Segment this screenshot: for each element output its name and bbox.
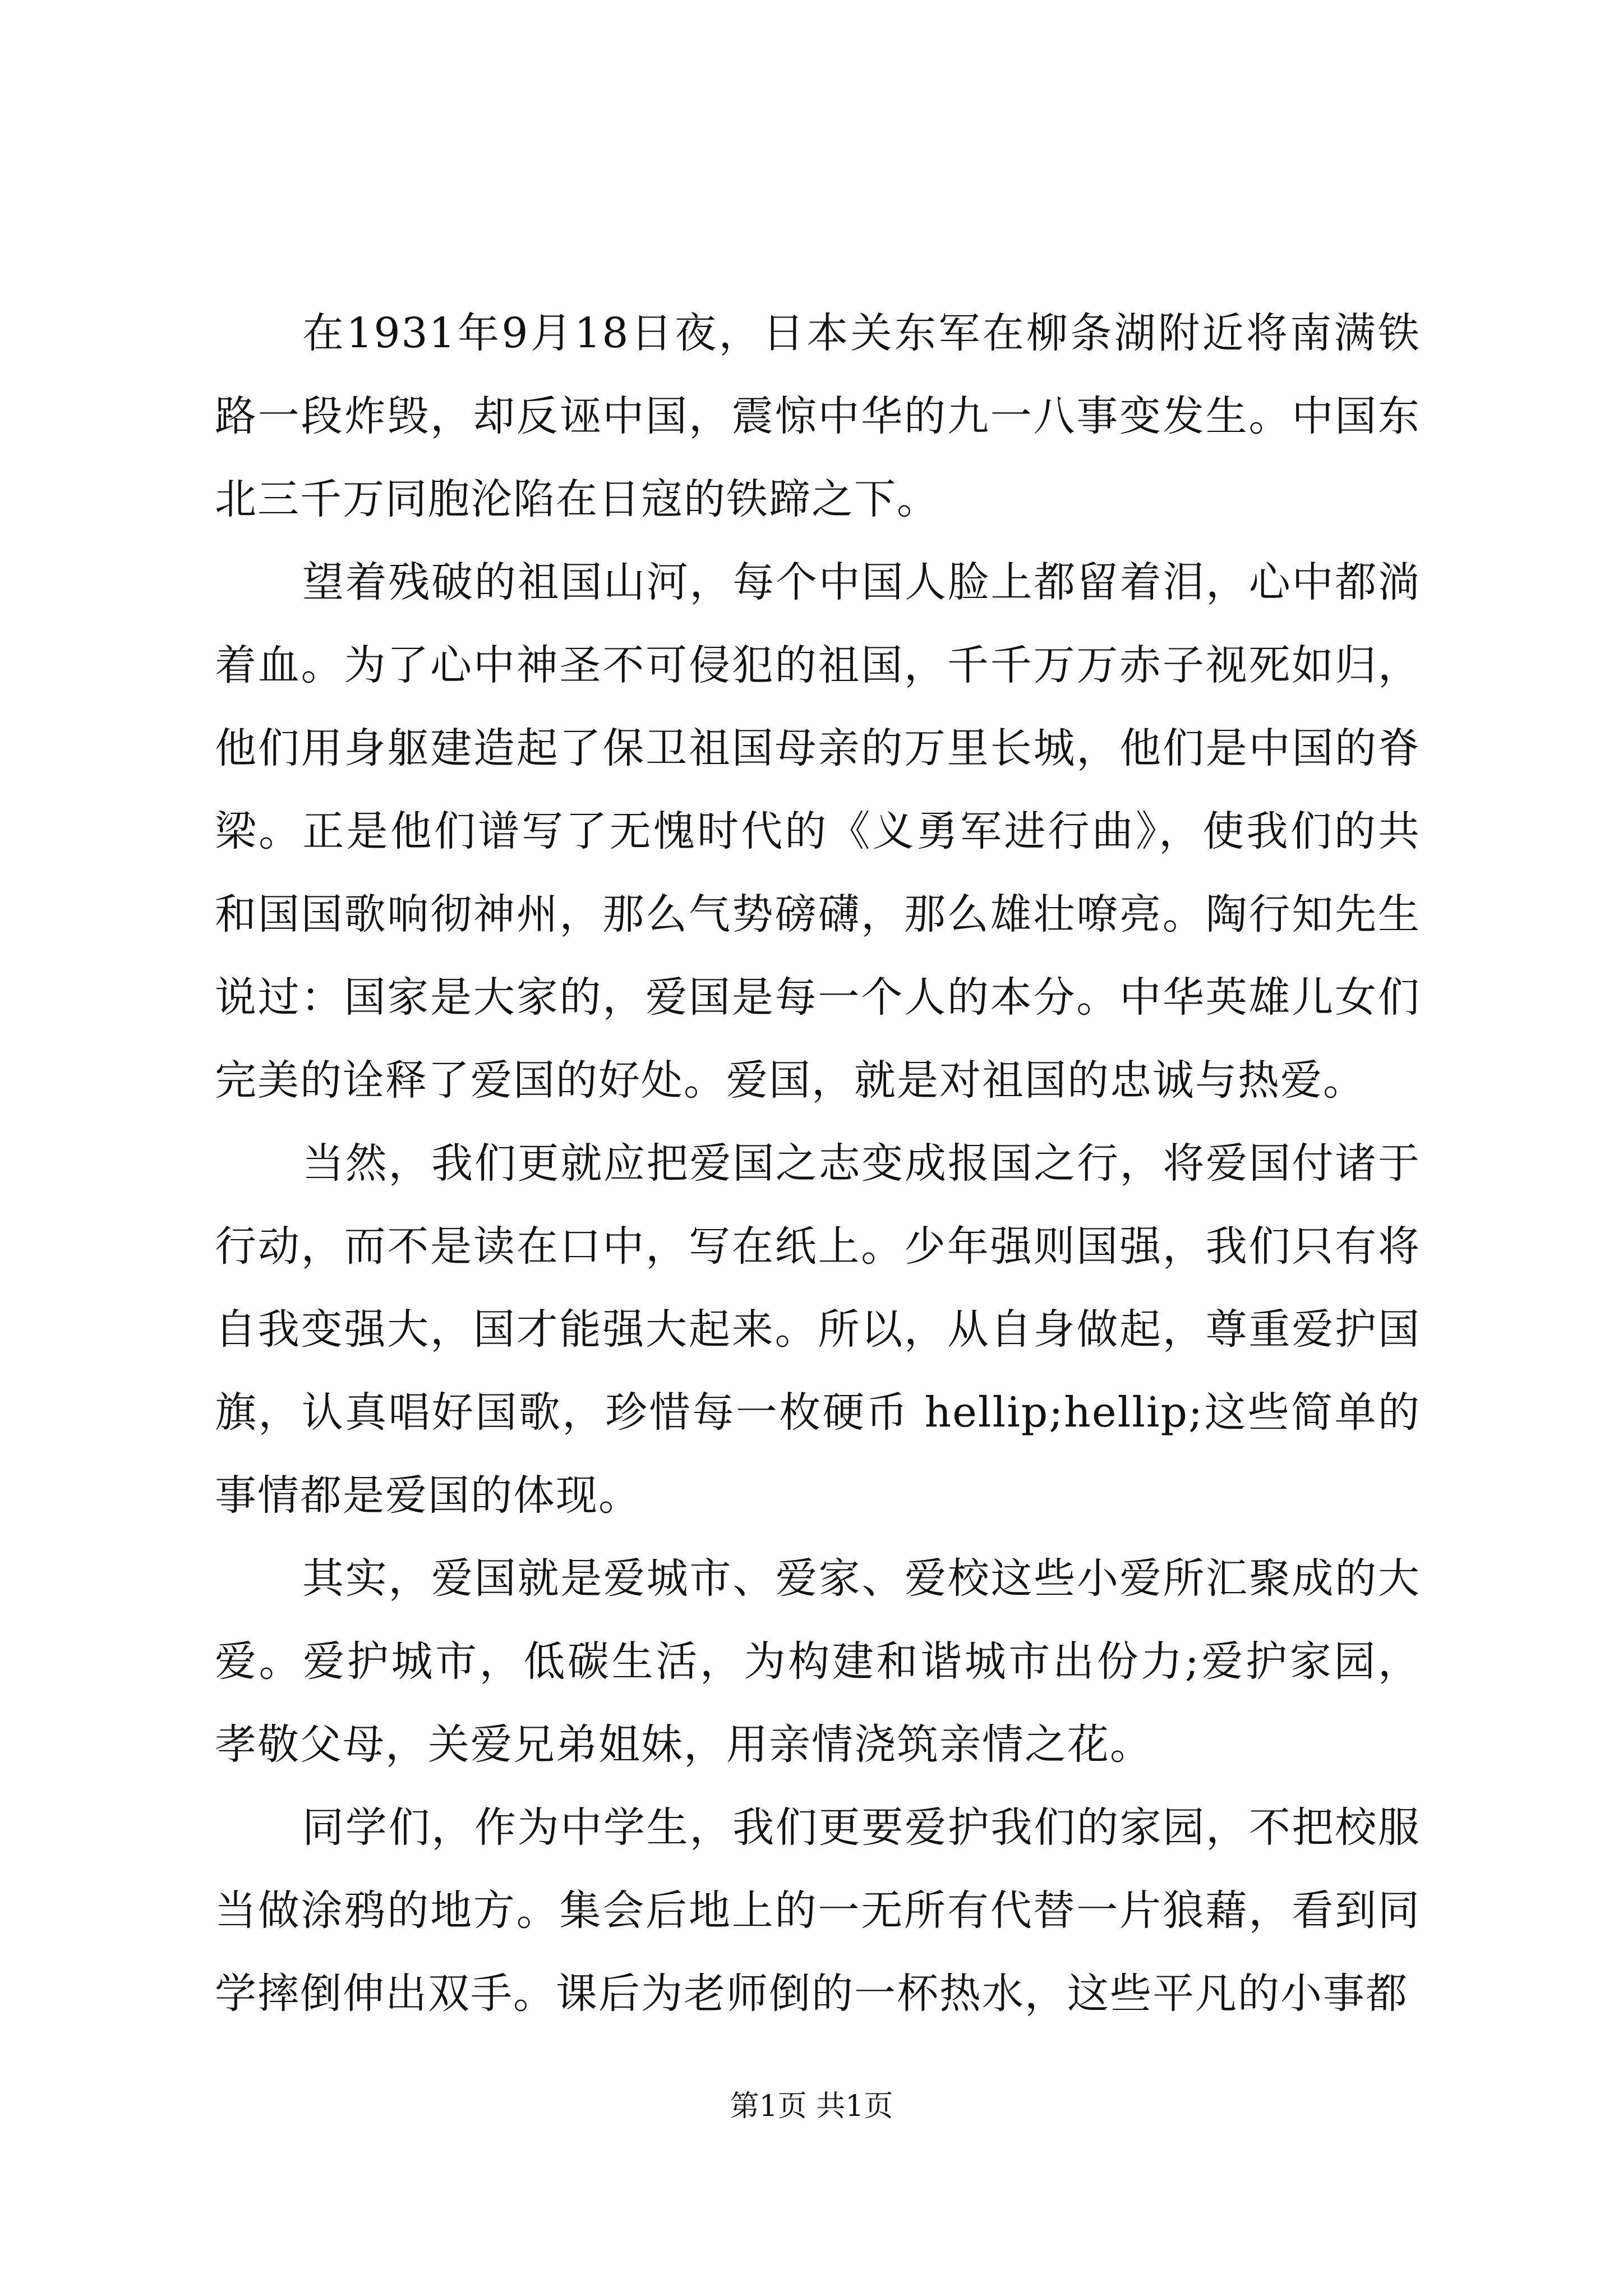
page-footer: 第1页 共1页 [730,2090,893,2123]
paragraph-2: 望着残破的祖国山河，每个中国人脸上都留着泪，心中都淌着血。为了心中神圣不可侵犯的祖国，千千万万赤子视死如归，他们用身躯建造起了保卫祖国母亲的万里长城，他们是中国的脊梁。正是他们谱写了无愧时代的《义勇军进行曲》，使我们的共和国国歌响彻神州，那么气势磅礴，那么雄壮嘹亮。陶行知先生说过：国家是大家的，爱国是每一个人的本分。中华英雄儿女们完美的诠释了爱国的好处。爱国，就是对祖国的忠诚与热爱。 [215,558,1421,1105]
paragraph-5: 同学们，作为中学生，我们更要爱护我们的家园，不把校服当做涂鸦的地方。集会后地上的一无所有代替一片狼藉，看到同学摔倒伸出双手。课后为老师倒的一杯热水，这些平凡的小事都 [215,1803,1421,2018]
paragraph-1: 在1931年9月18日夜，日本关东军在柳条湖附近将南满铁路一段炸毁，却反诬中国，震惊中华的九一八事变发生。中国东北三千万同胞沦陷在日寇的铁蹄之下。 [215,309,1421,523]
paragraph-3: 当然，我们更就应把爱国之志变成报国之行，将爱国付诸于行动，而不是读在口中，写在纸上。少年强则国强，我们只有将自我变强大，国才能强大起来。所以，从自身做起，尊重爱护国旗，认真唱好国歌，珍惜每一枚硬币 hellip;hellip;这些简单的事情都是爱国的体现。 [215,1139,1421,1520]
paragraph-4: 其实，爱国就是爱城市、爱家、爱校这些小爱所汇聚成的大爱。爱护城市，低碳生活，为构建和谐城市出份力;爱护家园，孝敬父母，关爱兄弟姐妹，用亲情浇筑亲情之花。 [215,1554,1421,1769]
document-body [215,292,1421,2035]
